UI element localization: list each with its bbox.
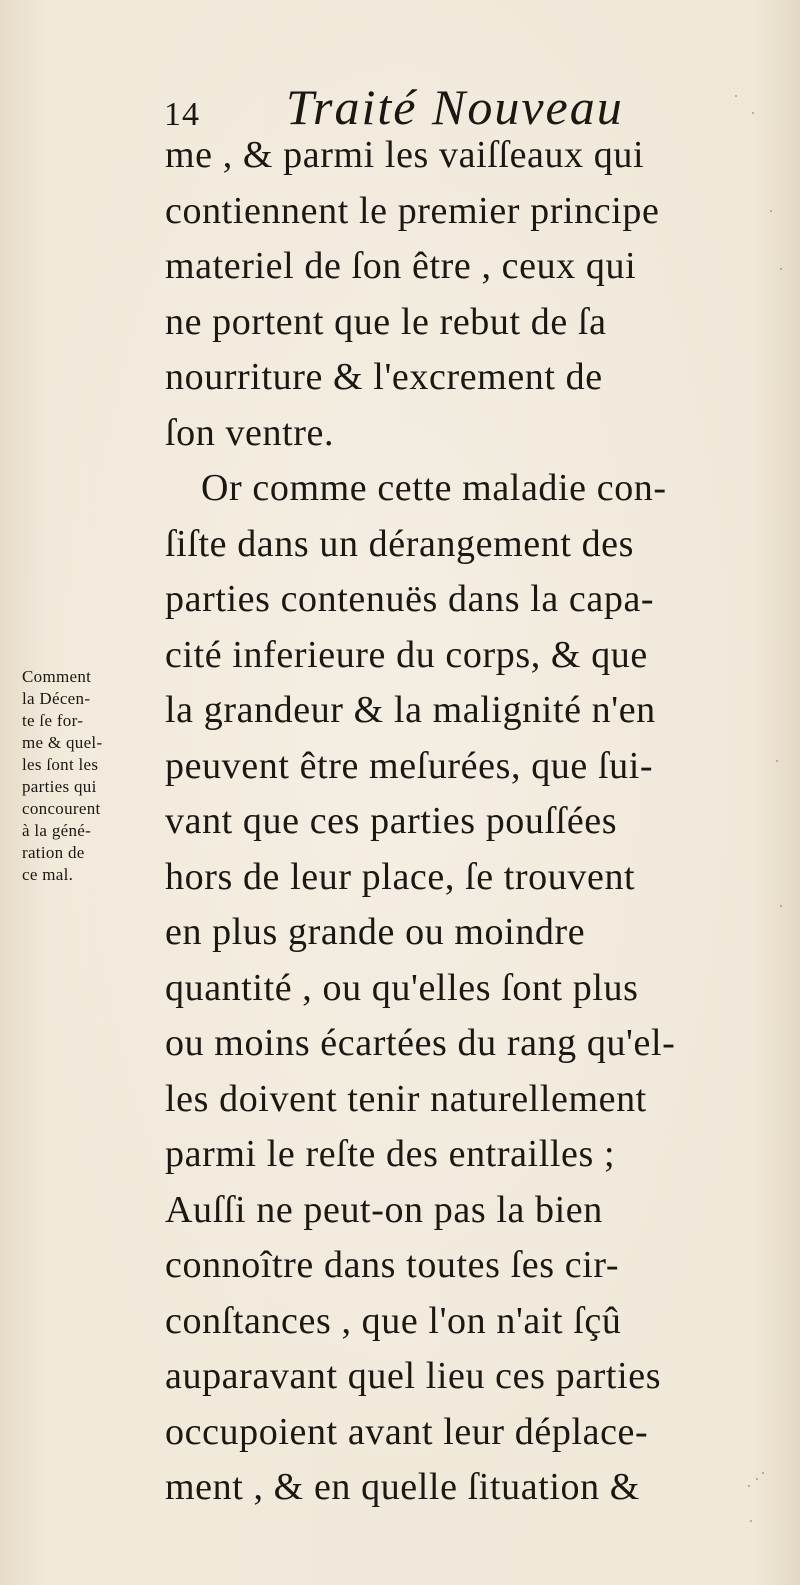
paper-speck [780, 905, 782, 907]
margin-note-line: Comment [22, 667, 92, 686]
margin-note-line: à la géné- [22, 821, 92, 840]
text-line: Or comme cette maladie con- [201, 467, 667, 509]
margin-note-line: concourent [22, 799, 101, 818]
text-line: peuvent être meſurées, que ſui- [165, 744, 654, 787]
text-line: ment , & en quelle ſituation & [165, 1466, 640, 1508]
margin-note-line: te ſe for- [22, 711, 84, 730]
text-line: parties contenuës dans la capa- [165, 578, 655, 620]
paper-speck [780, 268, 782, 270]
paper-speck [776, 760, 778, 762]
margin-note [22, 666, 162, 886]
text-line: en plus grande ou moindre [165, 911, 586, 953]
text-line: ne portent que le rebut de ſa [165, 300, 607, 343]
text-line: ſiſte dans un dérangement des [165, 522, 635, 565]
margin-note-line: me & quel- [22, 733, 103, 752]
text-line: les doivent tenir naturellement [165, 1077, 647, 1120]
text-line: la grandeur & la malignité n'en [165, 689, 656, 731]
text-line: me , & parmi les vaiſſeaux qui [165, 134, 645, 176]
paper-speck [748, 1485, 750, 1487]
paper-speck [762, 1472, 764, 1474]
text-line: cité inferieure du corps, & que [165, 633, 648, 676]
body-text [165, 128, 765, 1516]
paper-speck [756, 1478, 758, 1480]
margin-note-line: la Décen- [22, 689, 91, 708]
paper-speck [752, 112, 754, 114]
text-line: hors de leur place, ſe trouvent [165, 855, 636, 898]
paper-speck [750, 1520, 752, 1522]
text-line: ſon ventre. [165, 411, 335, 454]
text-line: occupoient avant leur déplace- [165, 1410, 649, 1453]
text-line: Auſſi ne peut-on pas la bien [165, 1188, 603, 1231]
text-line: ou moins écartées du rang qu'el- [165, 1022, 676, 1064]
margin-note-line: ce mal. [22, 865, 74, 884]
text-line: quantité , ou qu'elles ſont plus [165, 966, 639, 1009]
text-line: nourriture & l'excrement de [165, 356, 603, 398]
text-line: parmi le reſte des entrailles ; [165, 1133, 616, 1175]
text-line: auparavant quel lieu ces parties [165, 1355, 662, 1397]
text-line: contiennent le premier principe [165, 189, 660, 232]
text-line: conſtances , que l'on n'ait ſçû [165, 1299, 622, 1342]
margin-note-line: les ſont les [22, 755, 99, 774]
paper-speck [735, 95, 737, 97]
paper-speck [770, 210, 772, 212]
text-line: materiel de ſon être , ceux qui [165, 245, 637, 287]
margin-note-line: ration de [22, 843, 85, 862]
text-line: connoître dans toutes ſes cir- [165, 1244, 620, 1286]
margin-note-line: parties qui [22, 777, 97, 796]
running-title: Traité Nouveau [286, 79, 624, 135]
page-number: 14 [164, 96, 200, 133]
text-line: vant que ces parties pouſſées [165, 800, 618, 842]
